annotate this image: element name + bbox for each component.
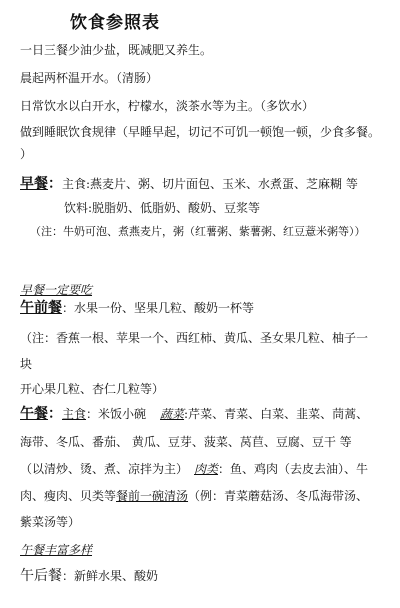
intro-line-3: 日常饮水以白开水，柠檬水，淡茶水等为主。（多饮水） [20, 99, 315, 113]
page-title: 饮食参照表 [70, 13, 160, 33]
lunch-line-2: 海带、冬瓜、番茄、 黄瓜、豆芽、菠菜、莴苣、豆腐、豆干 等 [20, 435, 352, 449]
lunch-meat-label: 肉类 [194, 462, 219, 476]
lunch-line-4 [20, 488, 368, 504]
breakfast-staple: 主食:燕麦片、粥、切片面包、玉米、水煮蛋、芝麻糊 等 [62, 177, 358, 191]
lunch-line-1 [20, 406, 368, 422]
lunch-cooking-note: （以清炒、烫、煮、凉拌为主） [20, 462, 189, 476]
morning-snack-note-1: （注：香蕉一根、苹果一个、西红柿、黄瓜、圣女果几粒、柚子一 [20, 331, 369, 345]
breakfast-line [20, 176, 358, 192]
lunch-colon: ： [48, 406, 62, 422]
intro-line-1: 一日三餐少油少盐，既减肥又养生。 [20, 43, 213, 57]
morning-snack-line [20, 300, 254, 316]
morning-snack-text: ：水果一份、坚果几粒、酸奶一杯等 [62, 301, 255, 315]
intro-line-2: 晨起两杯温开水。（清肠） [20, 71, 159, 85]
morning-snack-note-2: 块 [20, 357, 33, 371]
lunch-soup-text: （例：青菜蘑菇汤、冬瓜海带汤、 [188, 489, 369, 503]
breakfast-label: 早餐 [20, 176, 48, 192]
afternoon-snack-line [20, 568, 158, 584]
breakfast-note: （注：牛奶可泡、煮燕麦片，粥（红薯粥、紫薯粥、红豆薏米粥等）） [30, 225, 366, 238]
lunch-label: 午餐 [20, 406, 48, 422]
morning-snack-label: 午前餐 [20, 300, 62, 316]
morning-snack-note-3: 开心果几粒、杏仁几粒等） [20, 382, 165, 396]
breakfast-colon: ： [48, 176, 62, 192]
afternoon-snack-label: 午后餐 [20, 568, 62, 584]
breakfast-reminder: 早餐一定要吃 [20, 283, 93, 297]
lunch-soup-label: 餐前一碗清汤 [116, 489, 189, 503]
lunch-meat-text: ：鱼、鸡肉（去皮去油）、牛 [218, 462, 369, 476]
lunch-staple-text: ：米饭小碗 [86, 407, 147, 421]
intro-line-4-end: ） [20, 147, 33, 161]
lunch-reminder: 午餐丰富多样 [20, 543, 93, 557]
intro-line-4: 做到睡眠饮食规律（早睡早起，切记不可饥一顿饱一顿，少食多餐。 [20, 125, 381, 139]
breakfast-drink: 饮料:脱脂奶、低脂奶、酸奶、豆浆等 [64, 201, 261, 215]
lunch-veg-label: 蔬菜 [160, 407, 185, 421]
lunch-staple-label: 主食 [62, 407, 87, 421]
afternoon-snack-text: ：新鲜水果、酸奶 [62, 569, 159, 583]
lunch-meat-line-2: 肉、瘦肉、贝类等 [20, 489, 117, 503]
lunch-line-5: 紫菜汤等） [20, 515, 81, 529]
lunch-veg-text: :芹菜、青菜、白菜、韭菜、茼蒿、 [184, 407, 369, 421]
lunch-line-3 [20, 461, 368, 477]
